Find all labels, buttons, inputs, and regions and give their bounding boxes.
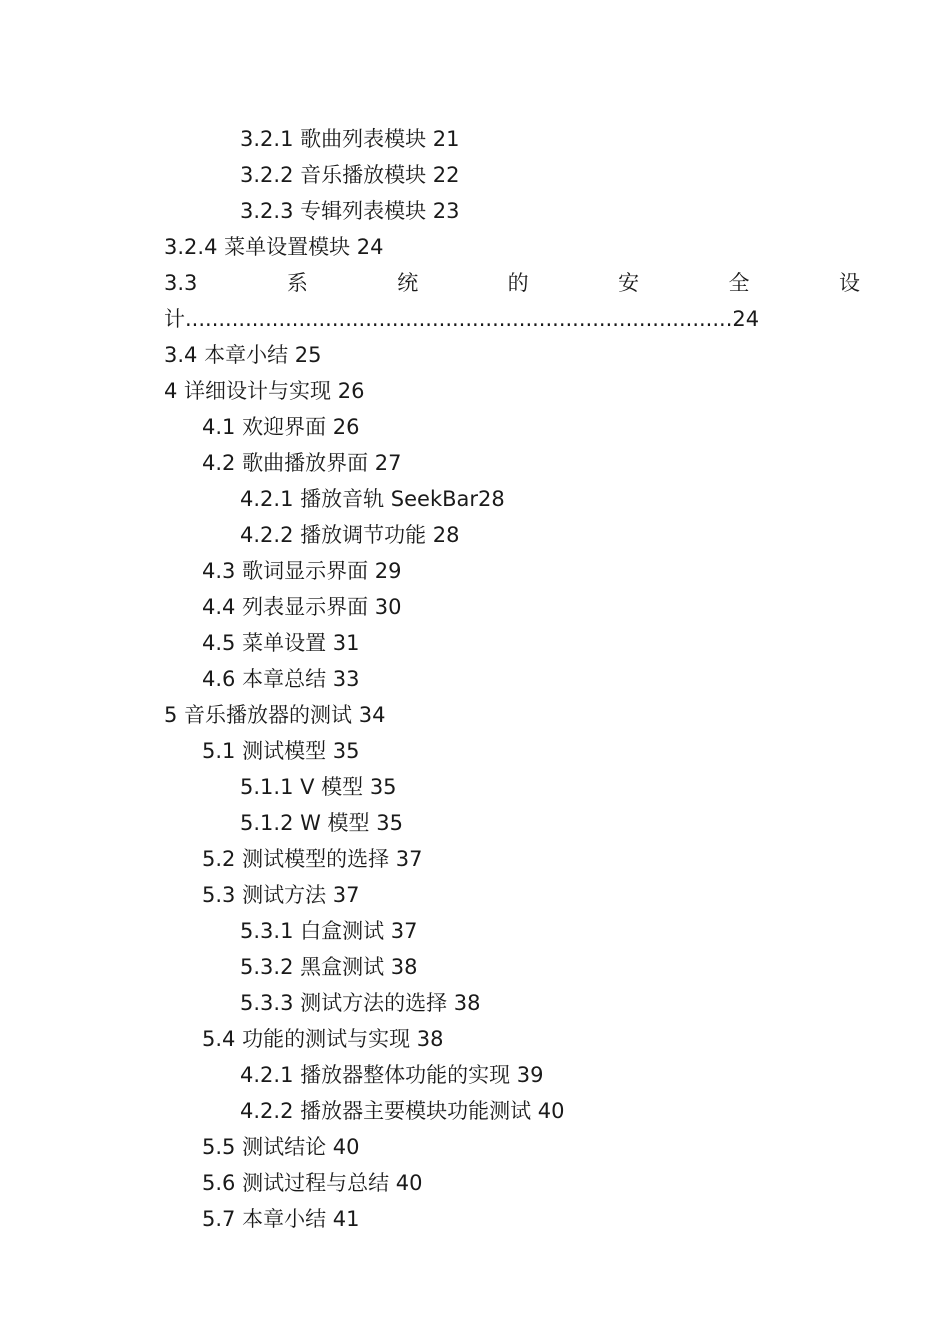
toc-entry: 3.4 本章小结 25	[164, 343, 322, 367]
toc-entry-justified	[164, 265, 860, 301]
toc-entry-part: 全	[728, 271, 750, 295]
toc-entry-part: 3.3	[164, 271, 198, 295]
toc-entry: 5.1.1 V 模型 35	[240, 775, 397, 799]
toc-entry: 4.2 歌曲播放界面 27	[202, 451, 402, 475]
toc-entry: 5.3.3 测试方法的选择 38	[240, 991, 481, 1015]
toc-entry: 4.2.2 播放器主要模块功能测试 40	[240, 1099, 565, 1123]
toc-entry: 5.3 测试方法 37	[202, 883, 360, 907]
toc-entry: 4.3 歌词显示界面 29	[202, 559, 402, 583]
toc-entry: 4.5 菜单设置 31	[202, 631, 360, 655]
toc-entry: 5.2 测试模型的选择 37	[202, 847, 423, 871]
toc-entry: 5.1 测试模型 35	[202, 739, 360, 763]
toc-entry: 5.3.1 白盒测试 37	[240, 919, 418, 943]
toc-entry: 5.6 测试过程与总结 40	[202, 1171, 423, 1195]
toc-entry: 3.2.3 专辑列表模块 23	[240, 199, 460, 223]
toc-entry: 4 详细设计与实现 26	[164, 379, 365, 403]
toc-entry-dot-leader	[0, 301, 950, 337]
toc-entry: 5.3.2 黑盒测试 38	[240, 955, 418, 979]
toc-entry: 3.2.2 音乐播放模块 22	[240, 163, 460, 187]
toc-entry-part: 系	[286, 271, 308, 295]
toc-entry: 4.4 列表显示界面 30	[202, 595, 402, 619]
toc-entry: 4.2.1 播放器整体功能的实现 39	[240, 1063, 544, 1087]
toc-page-number: 24	[732, 307, 760, 331]
table-of-contents	[0, 121, 950, 1237]
toc-entry: 5.4 功能的测试与实现 38	[202, 1027, 444, 1051]
toc-entry-part: 设	[838, 271, 860, 295]
toc-entry: 5.1.2 W 模型 35	[240, 811, 403, 835]
toc-entry: 5.7 本章小结 41	[202, 1207, 360, 1231]
toc-entry: 4.2.1 播放音轨 SeekBar28	[240, 487, 505, 511]
toc-entry: 5 音乐播放器的测试 34	[164, 703, 386, 727]
toc-entry-part: 安	[618, 271, 640, 295]
toc-entry-part: 统	[397, 271, 419, 295]
toc-entry: 3.2.1 歌曲列表模块 21	[240, 127, 460, 151]
toc-entry: 3.2.4 菜单设置模块 24	[164, 235, 384, 259]
toc-entry: 4.6 本章总结 33	[202, 667, 360, 691]
toc-entry: 5.5 测试结论 40	[202, 1135, 360, 1159]
toc-entry-part: 的	[507, 271, 529, 295]
dot-leader: ..................................................................................	[185, 307, 733, 331]
toc-entry-part: 计	[164, 307, 185, 331]
toc-entry: 4.1 欢迎界面 26	[202, 415, 360, 439]
toc-entry: 4.2.2 播放调节功能 28	[240, 523, 460, 547]
